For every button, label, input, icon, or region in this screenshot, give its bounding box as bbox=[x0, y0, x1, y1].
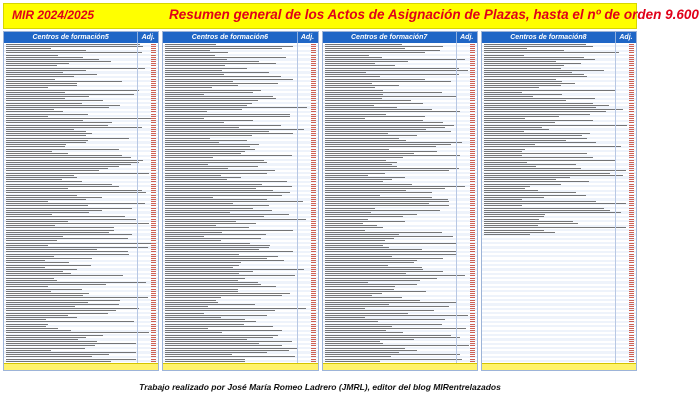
column-title: Centros de formación7 bbox=[351, 34, 428, 41]
row-adj-value bbox=[470, 361, 475, 362]
row-list bbox=[163, 43, 317, 364]
column-header bbox=[163, 32, 317, 43]
column-footer bbox=[163, 363, 317, 370]
column-title: Centros de formación5 bbox=[32, 34, 109, 41]
row-adj-value bbox=[311, 361, 316, 362]
column-footer bbox=[482, 363, 636, 370]
column-centros-6 bbox=[162, 31, 318, 371]
column-divider bbox=[615, 43, 616, 370]
column-title: Centros de formación8 bbox=[510, 34, 587, 41]
adj-column-label: Adj. bbox=[297, 32, 318, 43]
column-title: Centros de formación6 bbox=[191, 34, 268, 41]
row-text-line bbox=[165, 361, 245, 362]
column-divider bbox=[456, 43, 457, 370]
credit-footer: Trabajo realizado por José María Romeo Ladrero (JMRL), editor del blog MIRentrelazados bbox=[139, 382, 501, 392]
column-header bbox=[4, 32, 158, 43]
column-header bbox=[323, 32, 477, 43]
column-header bbox=[482, 32, 636, 43]
row-adj-value bbox=[151, 361, 156, 362]
column-footer bbox=[323, 363, 477, 370]
row-list bbox=[323, 43, 477, 364]
adj-column-label: Adj. bbox=[137, 32, 158, 43]
column-divider bbox=[137, 43, 138, 370]
adj-column-label: Adj. bbox=[615, 32, 636, 43]
column-footer bbox=[4, 363, 158, 370]
row-list bbox=[4, 43, 158, 364]
adj-column-label: Adj. bbox=[456, 32, 477, 43]
title-banner bbox=[3, 3, 699, 29]
row-adj-value bbox=[629, 361, 634, 362]
row-list bbox=[482, 43, 636, 364]
year-label: MIR 2024/2025 bbox=[12, 8, 95, 22]
page-title: Resumen general de los Actos de Asignación de Plazas, hasta el nº de orden 9.600 bbox=[169, 7, 699, 22]
row-text-line bbox=[325, 361, 381, 362]
column-divider bbox=[297, 43, 298, 370]
column-centros-5 bbox=[3, 31, 159, 371]
columns-container bbox=[3, 31, 637, 371]
column-centros-7 bbox=[322, 31, 478, 371]
column-centros-8 bbox=[481, 31, 637, 371]
row-text-line bbox=[6, 361, 111, 362]
